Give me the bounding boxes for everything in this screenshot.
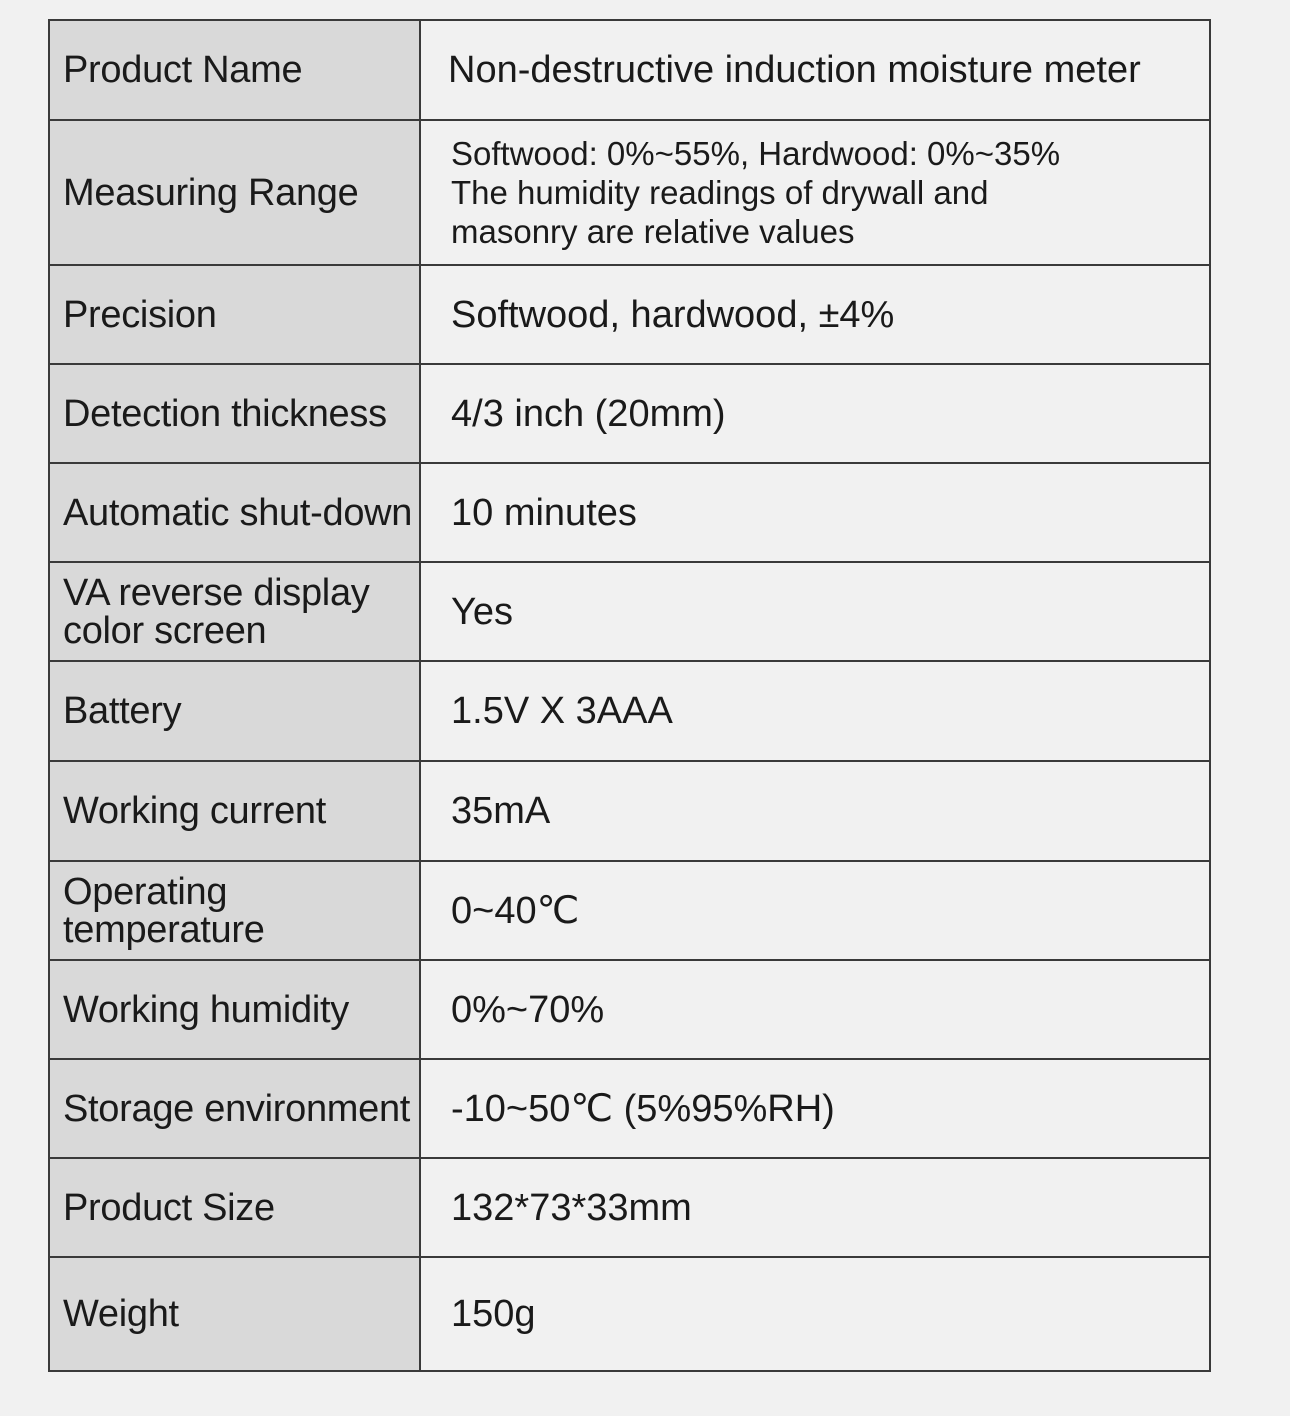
row-value [420, 120, 1210, 265]
spec-table [48, 19, 1211, 1372]
row-label: Product Size [49, 1158, 420, 1257]
row-label: Precision [49, 265, 420, 364]
row-value: 4/3 inch (20mm) [420, 364, 1210, 463]
value-line: Softwood: 0%~55%, Hardwood: 0%~35% [451, 135, 1061, 172]
row-value: 150g [420, 1257, 1210, 1371]
value-line: masonry are relative values [451, 213, 855, 250]
row-label: Automatic shut-down [49, 463, 420, 562]
table-row [49, 1257, 1210, 1371]
row-value: 1.5V X 3AAA [420, 661, 1210, 761]
row-label: Detection thickness [49, 364, 420, 463]
row-label: Product Name [49, 20, 420, 120]
row-label: VA reverse display color screen [49, 562, 420, 661]
table-row [49, 861, 1210, 960]
table-row [49, 1059, 1210, 1158]
row-value: 0~40℃ [420, 861, 1210, 960]
row-value: -10~50℃ (5%95%RH) [420, 1059, 1210, 1158]
table-row [49, 463, 1210, 562]
row-value: Non-destructive induction moisture meter [420, 20, 1210, 120]
table-row [49, 1158, 1210, 1257]
row-value: 132*73*33mm [420, 1158, 1210, 1257]
row-label: Weight [49, 1257, 420, 1371]
table-row [49, 761, 1210, 861]
row-label: Working current [49, 761, 420, 861]
row-label: Storage environment [49, 1059, 420, 1158]
row-value: Yes [420, 562, 1210, 661]
table-row [49, 364, 1210, 463]
row-value: 0%~70% [420, 960, 1210, 1059]
row-label: Operating temperature [49, 861, 420, 960]
table-row [49, 265, 1210, 364]
row-value: 10 minutes [420, 463, 1210, 562]
row-label: Working humidity [49, 960, 420, 1059]
table-row [49, 120, 1210, 265]
row-label: Measuring Range [49, 120, 420, 265]
table-row [49, 960, 1210, 1059]
value-line: The humidity readings of drywall and [451, 174, 989, 211]
row-label: Battery [49, 661, 420, 761]
table-row [49, 562, 1210, 661]
table-row [49, 661, 1210, 761]
row-value: 35mA [420, 761, 1210, 861]
table-row [49, 20, 1210, 120]
row-value: Softwood, hardwood, ±4% [420, 265, 1210, 364]
